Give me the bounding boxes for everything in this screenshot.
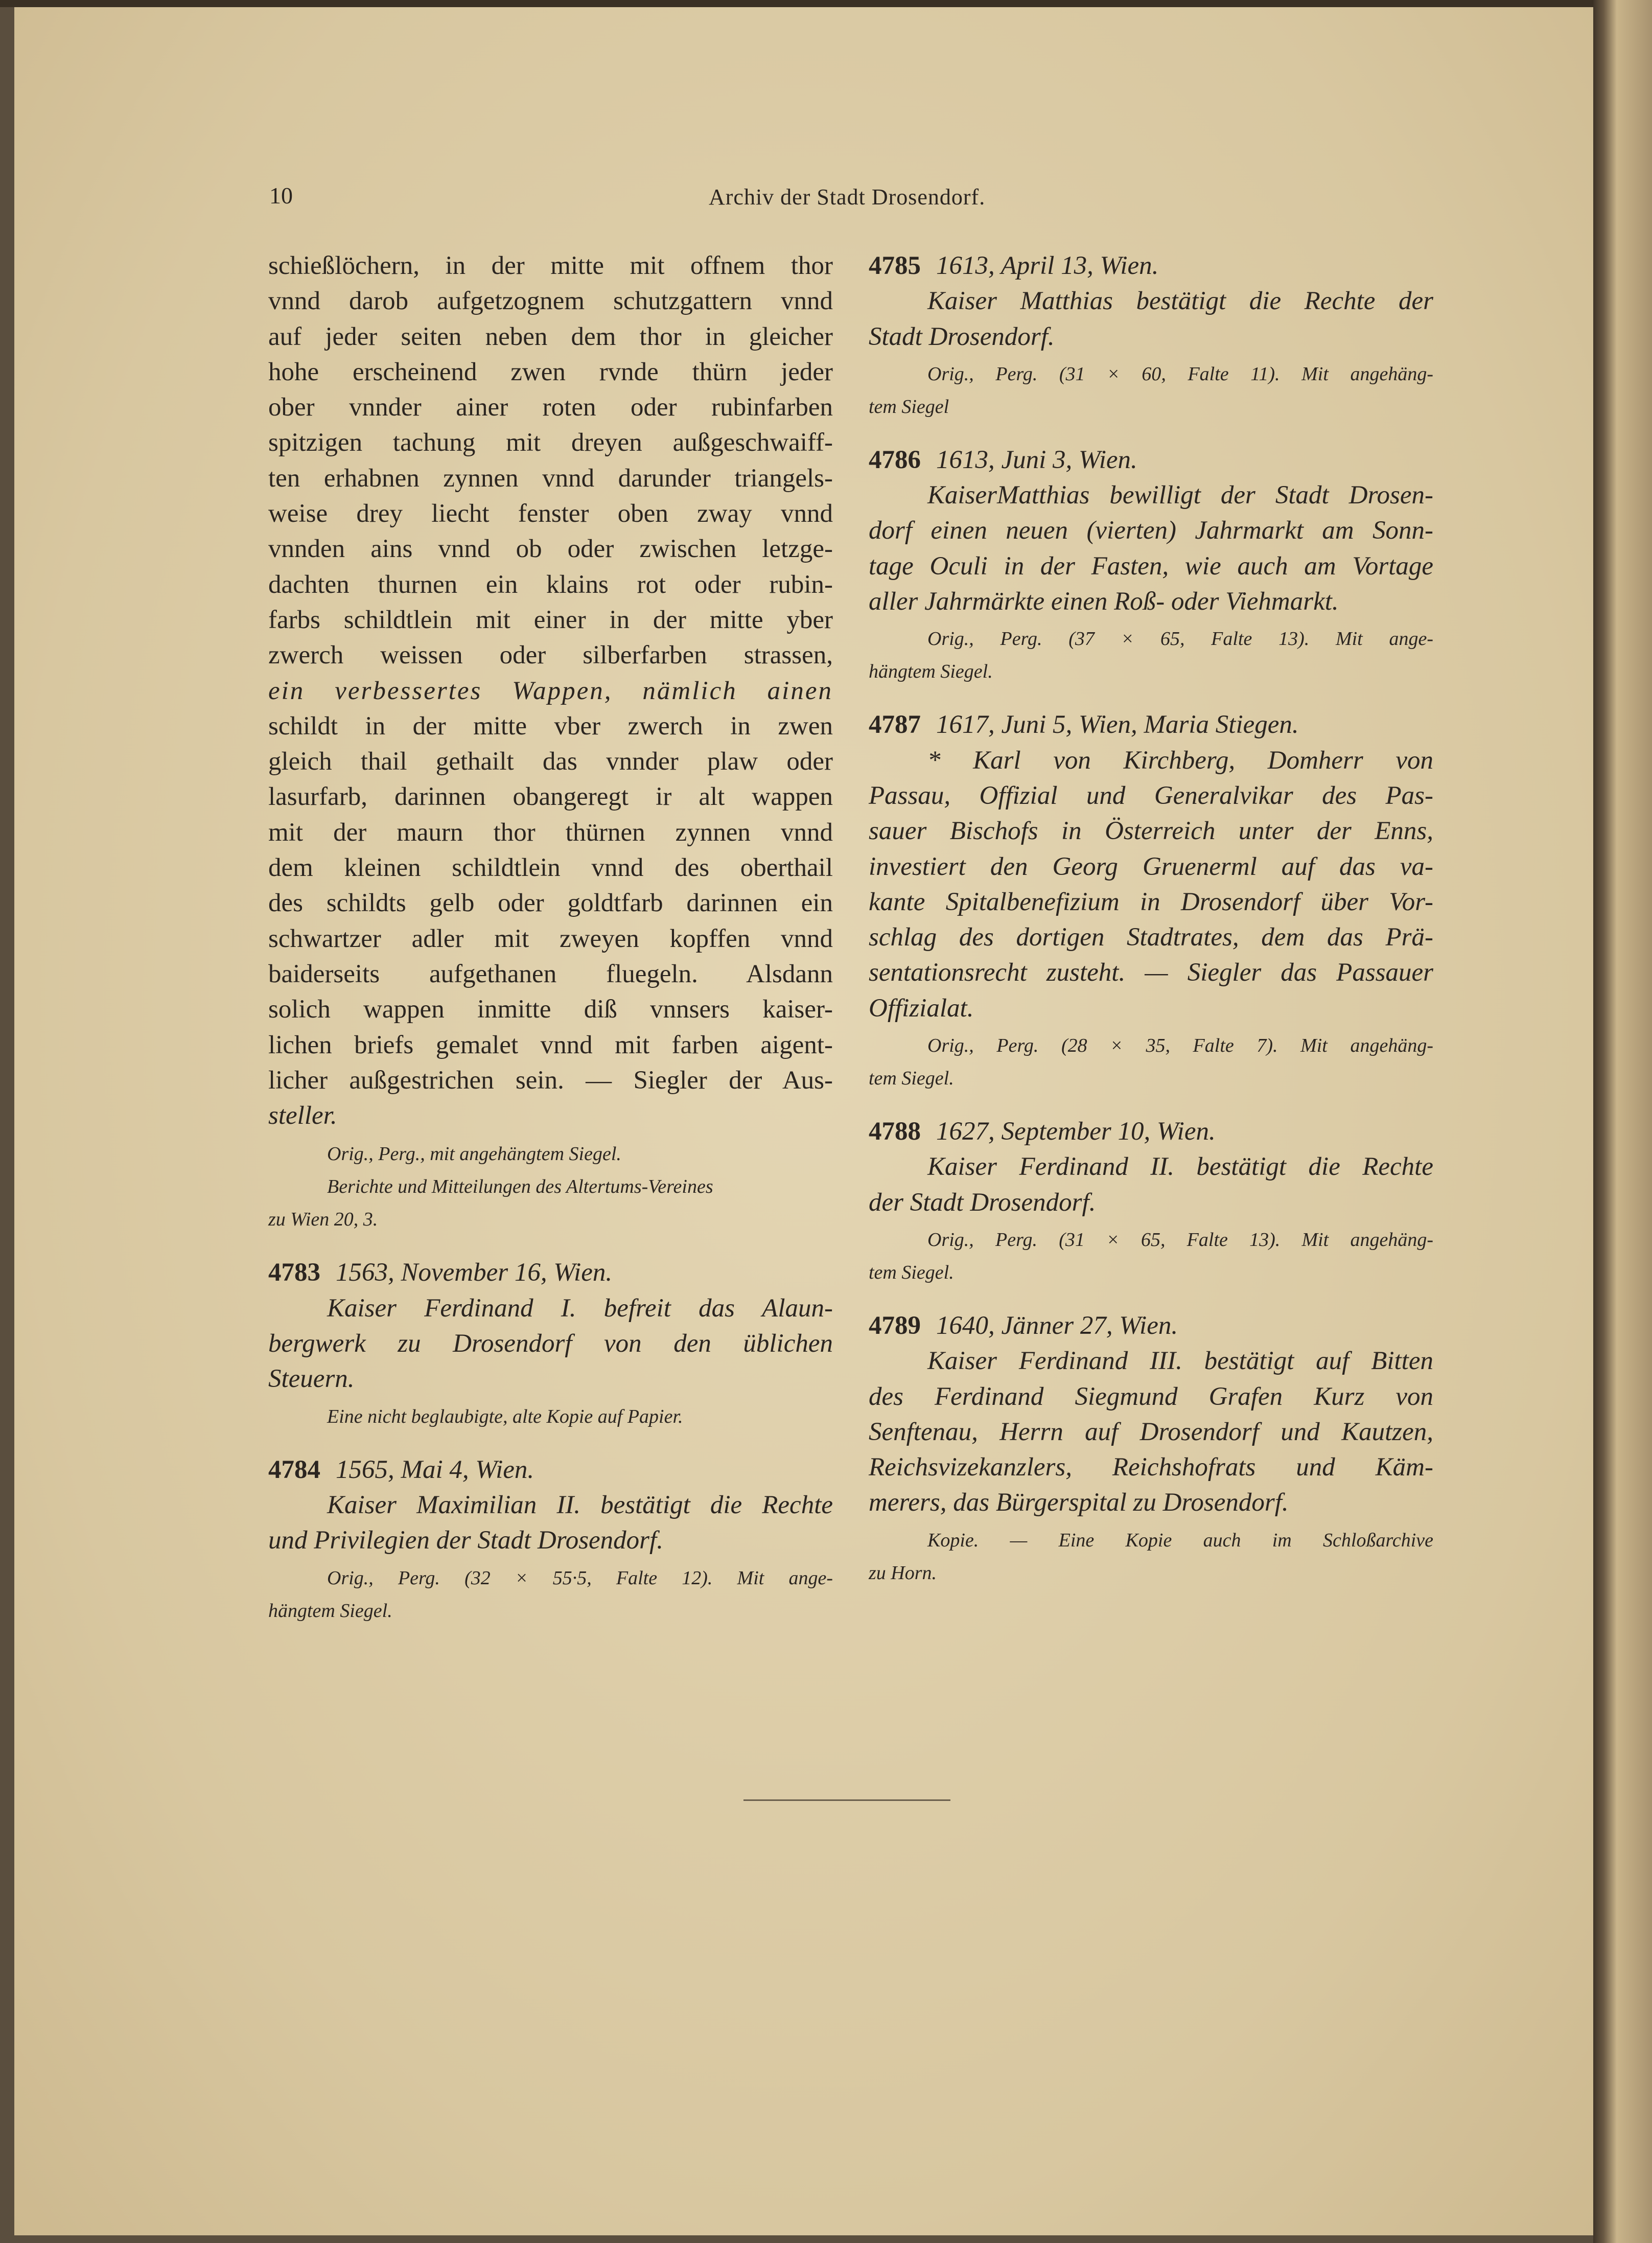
text-line: aller Jahrmärkte einen Roß- oder Viehmarkt. [869, 587, 1339, 616]
text-line: sauer Bischofs in Österreich unter der Enns, [869, 817, 1433, 846]
text-line: sentationsrecht zusteht. — Siegler das Passauer [869, 958, 1433, 987]
page-header [269, 182, 1460, 218]
source-note: zu Horn. [869, 1562, 937, 1584]
entry-heading [268, 1452, 833, 1488]
entry-4784 [268, 1452, 833, 1627]
text-line: Kaiser Ferdinand II. bestätigt die Rechte [927, 1152, 1433, 1182]
book-spine-edge [1593, 0, 1652, 2243]
text-line: solich wappen inmitte diß vnnsers kaiser- [268, 995, 833, 1024]
text-line: hohe erscheinend zwen rvnde thürn jeder [268, 357, 833, 386]
text-line: Kaiser Ferdinand III. bestätigt auf Bitten [927, 1347, 1433, 1376]
entry-number: 4785 [869, 251, 921, 280]
source-note: Orig., Perg. (37 × 65, Falte 13). Mit ange- [927, 628, 1433, 650]
text-line: spitzigen tachung mit dreyen außgeschwaiff- [268, 428, 833, 457]
source-note: hängtem Siegel. [268, 1600, 392, 1622]
text-line: * Karl von Kirchberg, Domherr von [927, 746, 1433, 775]
left-column [268, 248, 833, 1627]
text-line: dorf einen neuen (vierten) Jahrmarkt am Sonn- [869, 516, 1433, 545]
entry-date: 1627, September 10, Wien. [936, 1117, 1216, 1146]
text-line: schildt in der mitte vber zwerch in zwen [268, 711, 833, 741]
entry-4789 [869, 1308, 1433, 1589]
page-number: 10 [269, 182, 293, 209]
source-note: hängtem Siegel. [869, 661, 993, 683]
entry-date: 1617, Juni 5, Wien, Maria Stiegen. [936, 710, 1299, 739]
text-line: KaiserMatthias bewilligt der Stadt Drosen- [927, 481, 1433, 510]
section-end-rule [743, 1799, 950, 1801]
source-note: Orig., Perg. (31 × 65, Falte 13). Mit angehäng- [927, 1229, 1433, 1251]
text-line: Senftenau, Herrn auf Drosendorf und Kautzen, [869, 1417, 1433, 1446]
entry-4787 [869, 707, 1433, 1095]
text-line: licher außgestrichen sein. — Siegler der Aus- [268, 1066, 833, 1095]
scan-top-edge [0, 0, 1652, 7]
entry-number: 4784 [268, 1455, 320, 1484]
entry-date: 1565, Mai 4, Wien. [336, 1455, 534, 1484]
right-column [869, 248, 1433, 1589]
text-line: ein verbessertes Wappen, nämlich ainen [268, 676, 833, 705]
text-line: dem kleinen schildtlein vnnd des oberthail [268, 853, 833, 883]
source-note: zu Wien 20, 3. [268, 1209, 378, 1231]
source-note: Orig., Perg. (31 × 60, Falte 11). Mit angehäng- [927, 363, 1433, 385]
text-line: des Ferdinand Siegmund Grafen Kurz von [869, 1382, 1433, 1411]
text-line: ober vnnder ainer roten oder rubinfarben [268, 393, 833, 422]
entry-date: 1563, November 16, Wien. [336, 1258, 613, 1287]
text-line: Kaiser Ferdinand I. befreit das Alaun- [327, 1293, 833, 1323]
text-line: weise drey liecht fenster oben zway vnnd [268, 499, 833, 528]
source-note: Berichte und Mitteilungen des Altertums-Vereines [327, 1176, 713, 1198]
source-note: tem Siegel. [869, 1068, 954, 1090]
text-line: kante Spitalbenefizium in Drosendorf über Vor- [869, 887, 1433, 916]
entry-heading [869, 1114, 1433, 1149]
continuation-text [268, 248, 833, 1236]
entry-heading [869, 1308, 1433, 1344]
text-line: Stadt Drosendorf. [869, 322, 1055, 351]
source-note: Eine nicht beglaubigte, alte Kopie auf Papier. [327, 1405, 683, 1427]
text-line: Reichsvizekanzlers, Reichshofrats und Käm- [869, 1453, 1433, 1482]
text-line: merers, das Bürgerspital zu Drosendorf. [869, 1488, 1289, 1517]
entry-number: 4789 [869, 1311, 921, 1340]
entry-4788 [869, 1114, 1433, 1289]
source-note: Orig., Perg. (28 × 35, Falte 7). Mit angehäng- [927, 1035, 1433, 1057]
text-line: mit der maurn thor thürnen zynnen vnnd [268, 818, 833, 847]
source-note: tem Siegel [869, 396, 949, 418]
text-line: Kaiser Matthias bestätigt die Rechte der [927, 287, 1433, 316]
entry-date: 1613, April 13, Wien. [936, 251, 1159, 280]
text-line: Kaiser Maximilian II. bestätigt die Rechte [327, 1490, 833, 1519]
text-line: baiderseits aufgethanen fluegeln. Alsdann [268, 959, 833, 988]
entry-4783 [268, 1255, 833, 1432]
entry-date: 1640, Jänner 27, Wien. [936, 1311, 1178, 1340]
source-note: Orig., Perg. (32 × 55·5, Falte 12). Mit ange- [327, 1567, 833, 1589]
entry-heading [869, 248, 1433, 284]
text-line: auf jeder seiten neben dem thor in gleicher [268, 322, 833, 351]
entry-heading [268, 1255, 833, 1290]
entry-number: 4787 [869, 710, 921, 739]
text-line: vnnd darob aufgetzognem schutzgattern vnnd [268, 287, 833, 316]
running-title: Archiv der Stadt Drosendorf. [709, 184, 986, 210]
text-line: und Privilegien der Stadt Drosendorf. [268, 1526, 663, 1555]
text-line: vnnden ains vnnd ob oder zwischen letzge- [268, 535, 833, 564]
entry-4786 [869, 443, 1433, 688]
text-line: gleich thail gethailt das vnnder plaw oder [268, 747, 833, 776]
text-line: Passau, Offizial und Generalvikar des Pas- [869, 781, 1433, 810]
text-line: schießlöchern, in der mitte mit offnem thor [268, 251, 833, 280]
text-line: Offizialat. [869, 993, 974, 1023]
text-line: zwerch weissen oder silberfarben strassen, [268, 641, 833, 670]
entry-4785 [869, 248, 1433, 423]
text-line: schlag des dortigen Stadtrates, dem das Prä- [869, 923, 1433, 952]
source-note: Kopie. — Eine Kopie auch im Schloßarchive [927, 1529, 1433, 1551]
text-line: ten erhabnen zynnen vnnd darunder triangels- [268, 464, 833, 493]
text-line: Steuern. [268, 1365, 355, 1394]
source-note: tem Siegel. [869, 1261, 954, 1283]
text-line: tage Oculi in der Fasten, wie auch am Vortage [869, 551, 1433, 581]
text-line: des schildts gelb oder goldtfarb darinnen ein [268, 889, 833, 918]
text-line: der Stadt Drosendorf. [869, 1188, 1096, 1217]
entry-number: 4788 [869, 1117, 921, 1146]
entry-number: 4786 [869, 445, 921, 474]
entry-heading [869, 443, 1433, 478]
entry-number: 4783 [268, 1258, 320, 1287]
text-line: farbs schildtlein mit einer in der mitte yber [268, 605, 833, 634]
text-line: lasurfarb, darinnen obangeregt ir alt wappen [268, 782, 833, 812]
text-line: schwartzer adler mit zweyen kopffen vnnd [268, 924, 833, 953]
text-line: steller. [268, 1101, 337, 1130]
entry-date: 1613, Juni 3, Wien. [936, 445, 1137, 474]
text-line: dachten thurnen ein klains rot oder rubin- [268, 570, 833, 599]
source-note: Orig., Perg., mit angehängtem Siegel. [327, 1143, 621, 1165]
entry-heading [869, 707, 1433, 743]
text-line: lichen briefs gemalet vnnd mit farben aigent- [268, 1030, 833, 1059]
text-line: bergwerk zu Drosendorf von den üblichen [268, 1329, 833, 1358]
text-line: investiert den Georg Gruenerml auf das va- [869, 852, 1433, 881]
